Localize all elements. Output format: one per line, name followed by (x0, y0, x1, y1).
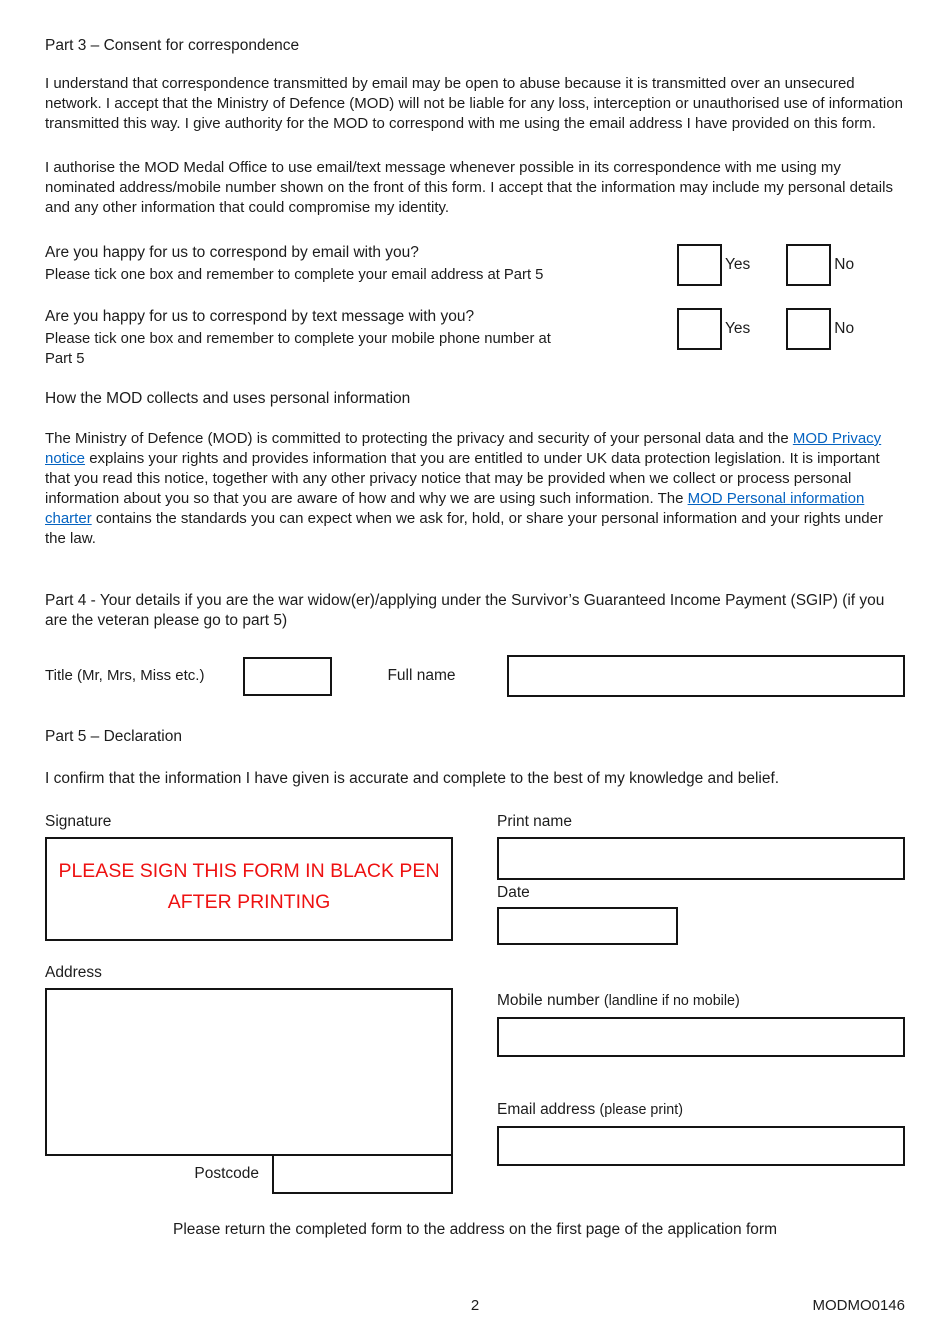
question-email-text (45, 242, 677, 285)
email-address-label-note: (please print) (599, 1102, 683, 1118)
mod-personal-information-charter-link[interactable]: MOD Personal information charter (45, 490, 865, 527)
postcode-row (45, 1154, 453, 1194)
address-label: Address (45, 964, 102, 981)
signature-label: Signature (45, 813, 112, 830)
mobile-number-field[interactable] (497, 1017, 905, 1057)
part3-heading: Part 3 – Consent for correspondence (45, 37, 300, 54)
privacy-heading: How the MOD collects and uses personal information (45, 390, 411, 407)
mod-privacy-notice-link[interactable]: MOD Privacy notice (45, 430, 882, 467)
print-name-field[interactable] (497, 837, 905, 880)
page-number: 2 (470, 1297, 480, 1314)
postcode-label: Postcode (194, 1165, 259, 1182)
question-textmessage-checkboxes (677, 308, 854, 350)
part3-paragraph-2: I authorise the MOD Medal Office to use email/text message whenever possible in its correspondence with me using my nominated address/mobile number shown on the front of this form. I accept that the information may include my personal details and any other information that could compromise my identity. (45, 159, 893, 216)
date-field[interactable] (497, 907, 678, 945)
address-field[interactable] (45, 988, 453, 1156)
return-instruction: Please return the completed form to the address on the first page of the application form (173, 1221, 777, 1238)
question-textmessage-note: Please tick one box and remember to complete your mobile phone number at Part 5 (45, 331, 551, 367)
title-field-label: Title (Mr, Mrs, Miss etc.) (45, 667, 205, 684)
privacy-segment-1: The Ministry of Defence (MOD) is committed to protecting the privacy and security of your personal data and the (45, 430, 793, 447)
declaration-statement: I confirm that the information I have given is accurate and complete to the best of my knowledge and belief. (45, 770, 780, 787)
title-field[interactable] (243, 657, 332, 696)
email-address-label (497, 1100, 905, 1120)
fullname-field-label: Full name (387, 667, 456, 684)
mobile-number-label (497, 991, 905, 1011)
form-code: MODMO0146 (812, 1297, 905, 1314)
email-address-field[interactable] (497, 1126, 905, 1166)
part5-heading: Part 5 – Declaration (45, 728, 182, 745)
question-email-row (45, 242, 905, 286)
email-consent-yes-label: Yes (725, 256, 751, 273)
mobile-number-label-main: Mobile number (497, 992, 600, 1009)
email-consent-no-checkbox[interactable] (786, 244, 831, 286)
part4-fields-row (45, 655, 905, 697)
text-consent-no-label: No (834, 320, 855, 337)
postcode-field[interactable] (272, 1154, 453, 1194)
date-label: Date (497, 884, 530, 901)
text-consent-no-checkbox[interactable] (786, 308, 831, 350)
question-email: Are you happy for us to correspond by email with you? (45, 244, 419, 261)
part4-heading: Part 4 - Your details if you are the war widow(er)/applying under the Survivor’s Guaranteed Income Payment (SGIP) (if you are the veteran please go to part 5) (45, 592, 885, 629)
part3-paragraph-1: I understand that correspondence transmitted by email may be open to abuse because it is transmitted over an unsecured network. I accept that the Ministry of Defence (MOD) will not be liable for any loss, interception or unauthorised use of information transmitted this way. I give authority for the MOD to correspond with me using the email address I have provided on this form. (45, 75, 903, 132)
privacy-paragraph (45, 429, 905, 549)
email-consent-yes-checkbox[interactable] (677, 244, 722, 286)
mobile-number-label-note: (landline if no mobile) (603, 993, 740, 1009)
print-name-label: Print name (497, 813, 572, 830)
question-textmessage: Are you happy for us to correspond by text message with you? (45, 308, 475, 325)
text-consent-yes-checkbox[interactable] (677, 308, 722, 350)
email-address-label-main: Email address (497, 1101, 596, 1118)
question-textmessage-row (45, 306, 905, 369)
privacy-segment-3: contains the standards you can expect when we ask for, hold, or share your personal information and your rights under the law. (45, 510, 883, 547)
question-textmessage-text (45, 306, 677, 369)
fullname-field[interactable] (507, 655, 906, 697)
question-email-note: Please tick one box and remember to complete your email address at Part 5 (45, 267, 544, 283)
signature-instruction: PLEASE SIGN THIS FORM IN BLACK PEN AFTER PRINTING (58, 860, 440, 913)
declaration-right-column (497, 812, 905, 1194)
email-consent-no-label: No (834, 256, 855, 273)
text-consent-yes-label: Yes (725, 320, 751, 337)
declaration-left-column (45, 812, 453, 1194)
privacy-segment-2: explains your rights and provides information that you are entitled to under UK data protection legislation. It is important that you read this notice, together with any other privacy notice that may be provided when we collect or process personal information about you so that you are aware of how and why we are using such information. The (45, 450, 880, 507)
declaration-fields (45, 812, 905, 1194)
signature-field[interactable] (45, 837, 453, 941)
question-email-checkboxes (677, 244, 854, 286)
page-footer (45, 1296, 905, 1316)
